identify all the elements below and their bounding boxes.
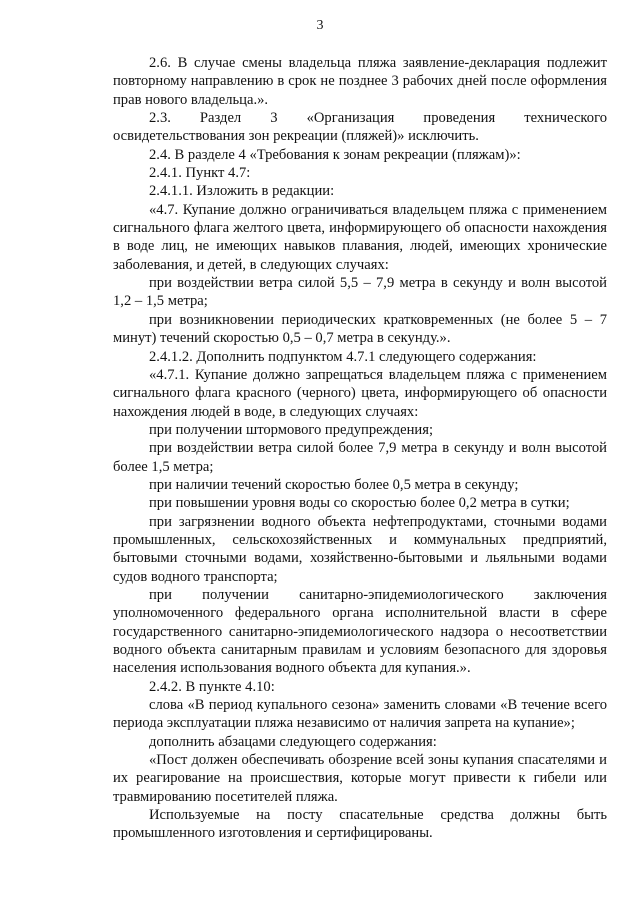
paragraph-storm-warning: при получении штормового предупреждения; xyxy=(149,421,434,438)
paragraph-wind-7-9: при воздействии ветра силой более 7,9 метра в секунду и волн высотой более 1,5 метра; xyxy=(113,440,607,475)
paragraph-2-4-1-1: 2.4.1.1. Изложить в редакции: xyxy=(149,183,335,200)
paragraph-4-7: «4.7. Купание должно ограничиваться владельцем пляжа с применением сигнального флага желтого цвета, информирующего об опасности нахождения в воде лиц, не имеющих навыков плавания, людей, имеющих хронические заболевания, и детей, в следующих случаях: xyxy=(113,201,607,273)
paragraph-currents: при наличии течений скоростью более 0,5 метра в секунду; xyxy=(149,476,519,493)
paragraph-4-7-1: «4.7.1. Купание должно запрещаться владельцем пляжа с применением сигнального флага красного (черного) цвета, информирующего об опасности нахождения людей в воде, в следующих случаях: xyxy=(113,366,607,420)
paragraph-2-3: 2.3. Раздел 3 «Организация проведения технического освидетельствования зон рекреации (пляжей)» исключить. xyxy=(113,110,607,145)
paragraph-2-4-1: 2.4.1. Пункт 4.7: xyxy=(149,165,251,182)
paragraph-add-clauses: дополнить абзацами следующего содержания: xyxy=(149,733,437,750)
document-body xyxy=(113,54,607,843)
paragraph-2-4-2: 2.4.2. В пункте 4.10: xyxy=(149,678,275,695)
paragraph-replace-words: слова «В период купального сезона» заменить словами «В течение всего периода эксплуатации пляжа независимо от наличия запрета на купание»; xyxy=(113,697,607,732)
paragraph-2-6: 2.6. В случае смены владельца пляжа заявление-декларация подлежит повторному направлению в срок не позднее 3 рабочих дней после оформления прав нового владельца.». xyxy=(113,55,607,108)
paragraph-currents-short: при возникновении периодических кратковременных (не более 5 – 7 минут) течений скоростью 0,5 – 0,7 метра в секунду.». xyxy=(113,311,607,347)
paragraph-water-level: при повышении уровня воды со скоростью более 0,2 метра в сутки; xyxy=(149,495,570,512)
paragraph-pollution: при загрязнении водного объекта нефтепродуктами, сточными водами промышленных, сельскохозяйственных и коммунальных предприятий, бытовыми сточными водами, хозяйственно-бытовыми и льяльными водами судов водного транспорта; xyxy=(113,513,607,585)
paragraph-wind-5-5: при воздействии ветра силой 5,5 – 7,9 метра в секунду и волн высотой 1,2 – 1,5 метра; xyxy=(113,275,607,310)
paragraph-sanitary-conclusion: при получении санитарно-эпидемиологического заключения уполномоченного федерального органа исполнительной власти в сфере государственного санитарно-эпидемиологического надзора о несоответствии водного объекта санитарным правилам и условиям безопасного для здоровья населения использования водного объекта для купания.». xyxy=(113,586,607,677)
paragraph-rescue-equipment: Используемые на посту спасательные средства должны быть промышленного изготовления и сертифицированы. xyxy=(113,807,607,842)
paragraph-2-4-1-2: 2.4.1.2. Дополнить подпунктом 4.7.1 следующего содержания: xyxy=(149,348,537,365)
page-number: 3 xyxy=(316,18,324,33)
paragraph-rescue-post: «Пост должен обеспечивать обозрение всей зоны купания спасателями и их реагирование на происшествия, которые могут привести к гибели или травмированию посетителей пляжа. xyxy=(113,752,607,805)
paragraph-2-4: 2.4. В разделе 4 «Требования к зонам рекреации (пляжам)»: xyxy=(149,146,521,163)
